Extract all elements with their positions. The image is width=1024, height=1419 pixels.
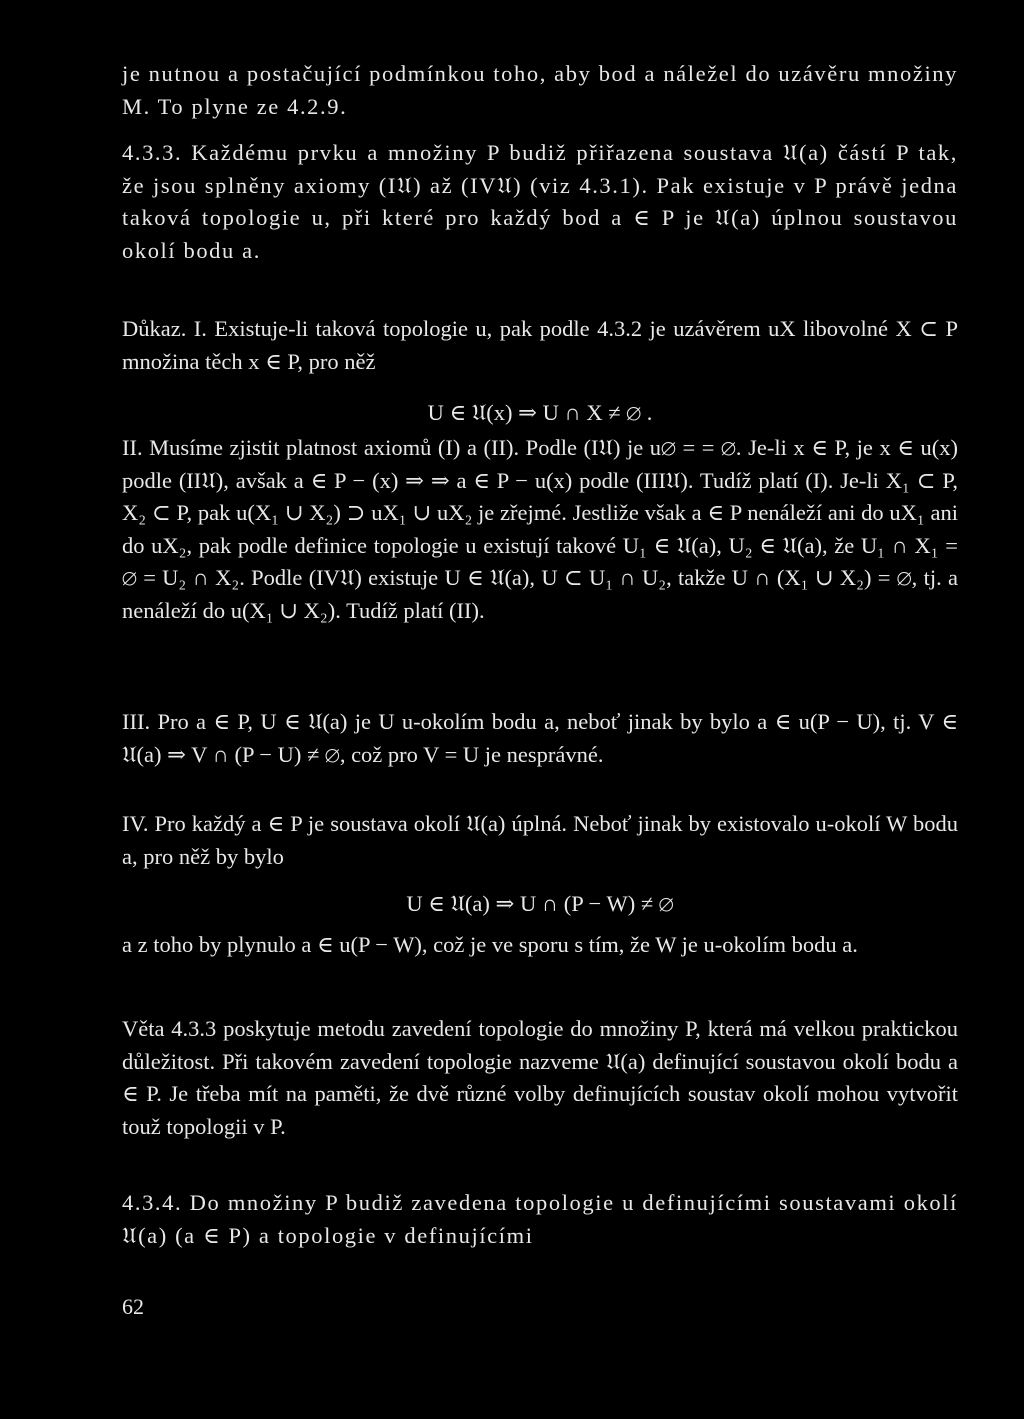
paragraph-proof-conclusion: a z toho by plynulo a ∈ u(P − W), což je ve sporu s tím, že W je u-okolím bodu a. bbox=[122, 932, 858, 957]
paragraph-proof-part-4: IV. Pro každý a ∈ P je soustava okolí 𝔘(a) úplná. Neboť jinak by existovalo u-okolí W bodu a, pro něž by bylo bbox=[122, 811, 958, 869]
formula-neighborhood-condition: U ∈ 𝔘(a) ⇒ U ∩ (P − W) ≠ ∅ bbox=[406, 891, 674, 916]
paragraph-proof-part-1: Důkaz. I. Existuje-li taková topologie u, pak podle 4.3.2 je uzávěrem uX libovolné X ⊂ P množina těch x ∈ P, pro něž bbox=[122, 316, 958, 374]
paragraph-4-3-4: 4.3.4. Do množiny P budiž zavedena topologie u definujícími soustavami okolí 𝔘(a) (a ∈ P) a topologie v definujícími bbox=[122, 1190, 958, 1248]
paragraph-remark: Věta 4.3.3 poskytuje metodu zavedení topologie do množiny P, která má velkou praktickou důležitost. Při takovém zavedení topologie nazveme 𝔘(a) definující soustavou okolí bodu a ∈ P. Je třeba mít na paměti, že dvě různé volby definujících soustav okolí mohou vytvořit touž topologii v P. bbox=[122, 1016, 958, 1139]
page-number: 62 bbox=[122, 1294, 144, 1319]
paragraph-proof-part-3: III. Pro a ∈ P, U ∈ 𝔘(a) je U u-okolím bodu a, neboť jinak by bylo a ∈ u(P − U), tj. V ∈ 𝔘(a) ⇒ V ∩ (P − U) ≠ ∅, což pro V = U je nesprávné. bbox=[122, 709, 958, 767]
formula-closure-condition: U ∈ 𝔘(x) ⇒ U ∩ X ≠ ∅ . bbox=[427, 400, 653, 425]
paragraph-theorem-4-3-3: 4.3.3. Každému prvku a množiny P budiž přiřazena soustava 𝔘(a) částí P tak, že jsou splněny axiomy (I𝔘) až (IV𝔘) (viz 4.3.1). Pak existuje v P právě jedna taková topologie u, při které pro každý bod a ∈ P je 𝔘(a) úplnou soustavou okolí bodu a. bbox=[122, 140, 958, 263]
paragraph-intro: je nutnou a postačující podmínkou toho, aby bod a náležel do uzávěru množiny M. To plyne ze 4.2.9. bbox=[122, 61, 958, 119]
paragraph-proof-part-2: II. Musíme zjistit platnost axiomů (I) a (II). Podle (I𝔘) je u∅ = = ∅. Je-li x ∈ P, je x ∈ u(x) podle (II𝔘), avšak a ∈ P − (x) ⇒ ⇒ a ∈ P − u(x) podle (III𝔘). Tudíž platí (I). Je-li X₁ ⊂ P, X₂ ⊂ P, pak u(X₁ ∪ X₂) ⊃ uX₁ ∪ uX₂ je zřejmé. Jestliže však a ∈ P nenáleží ani do uX₁ ani do uX₂, pak podle definice topologie u existují takové U₁ ∈ 𝔘(a), U₂ ∈ 𝔘(a), že U₁ ∩ X₁ = ∅ = U₂ ∩ X₂. Podle (IV𝔘) existuje U ∈ 𝔘(a), U ⊂ U₁ ∩ U₂, takže U ∩ (X₁ ∪ X₂) = ∅, tj. a nenáleží do u(X₁ ∪ X₂). Tudíž platí (II). bbox=[122, 435, 958, 623]
